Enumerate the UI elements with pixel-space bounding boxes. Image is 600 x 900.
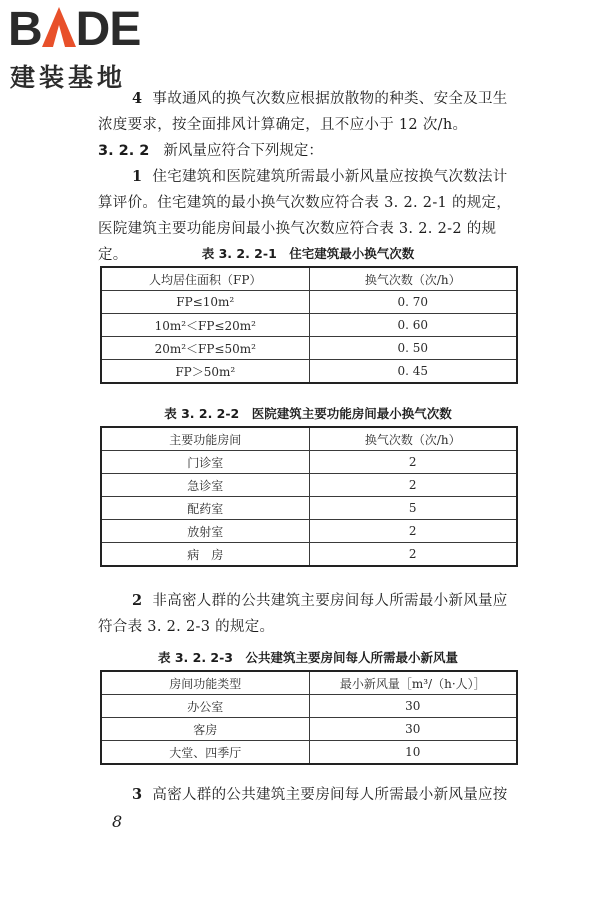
table-row [101,718,517,741]
table-cell: 配药室 [101,497,309,520]
table-cell: 0. 70 [309,291,517,314]
table-cell: 30 [309,718,517,741]
table-cell: 0. 50 [309,337,517,360]
table-header-row [101,267,517,291]
section-3-2-2-heading [98,138,323,164]
table-row [101,695,517,718]
table-cell: 放射室 [101,520,309,543]
table-public-fresh-air [100,670,518,765]
clause-number: 2 [132,592,143,609]
table-cell: 5 [309,497,517,520]
table-cell: 客房 [101,718,309,741]
clause-number: 1 [132,168,143,185]
table-cell: 2 [309,520,517,543]
table-cell: 10 [309,741,517,765]
logo-triangle-icon [42,7,76,47]
clause-text: 高密人群的公共建筑主要房间每人所需最小新风量应按 [152,787,508,803]
clause-2-paragraph [98,588,518,640]
header-cell: 换气次数（次/h） [309,267,517,291]
clause-3-paragraph [98,782,518,808]
table-header-row [101,427,517,451]
table-cell: 0. 60 [309,314,517,337]
table-cell: 2 [309,451,517,474]
clause-number: 4 [132,90,143,107]
header-cell: 人均居住面积（FP） [101,267,309,291]
clause-text: 非高密人群的公共建筑主要房间每人所需最小新风量应符合表 3. 2. 2-3 的规定。 [98,593,508,635]
table-row [101,497,517,520]
clause-text: 住宅建筑和医院建筑所需最小新风量应按换气次数法计算评价。住宅建筑的最小换气次数应符合表 3. 2. 2-1 的规定，医院建筑主要功能房间最小换气次数应符合表 3. 2. 2-2 的规定。 [98,169,512,263]
table-row [101,520,517,543]
table-cell: 办公室 [101,695,309,718]
table-row [101,741,517,765]
table-cell: FP＞50m² [101,360,309,384]
table-row [101,291,517,314]
table-cell: 0. 45 [309,360,517,384]
table-row [101,360,517,384]
table-cell: 2 [309,543,517,567]
table-cell: 门诊室 [101,451,309,474]
header-cell: 房间功能类型 [101,671,309,695]
logo-wordmark: B DE [8,3,141,56]
table-header-row [101,671,517,695]
clause-4-paragraph [98,86,518,138]
header-cell: 换气次数（次/h） [309,427,517,451]
table-cell: 30 [309,695,517,718]
table-cell: 大堂、四季厅 [101,741,309,765]
section-text: 新风量应符合下列规定： [163,143,323,159]
table-row [101,451,517,474]
header-cell: 主要功能房间 [101,427,309,451]
table-cell: FP≤10m² [101,291,309,314]
section-number: 3. 2. 2 [98,143,150,159]
table-row [101,337,517,360]
table-cell: 2 [309,474,517,497]
table-cell: 急诊室 [101,474,309,497]
logo-subtitle: 建装基地 [10,63,127,92]
table-3-caption: 表 3. 2. 2-3 公共建筑主要房间每人所需最小新风量 [157,650,459,665]
table-cell: 10m²＜FP≤20m² [101,314,309,337]
header-cell: 最小新风量［m³/（h·人）］ [309,671,517,695]
table-cell: 20m²＜FP≤50m² [101,337,309,360]
table-hospital-air-changes [100,426,518,567]
table-1-caption: 表 3. 2. 2-1 住宅建筑最小换气次数 [201,246,415,261]
brand-logo [8,4,178,94]
table-cell: 病 房 [101,543,309,567]
clause-number: 3 [132,786,143,803]
table-row [101,474,517,497]
clause-text: 事故通风的换气次数应根据放散物的种类、安全及卫生浓度要求，按全面排风计算确定，且不应小于 12 次/h。 [98,91,508,133]
table-row [101,543,517,567]
table-row [101,314,517,337]
table-residential-air-changes [100,266,518,384]
page-number: 8 [112,812,123,831]
table-2-caption: 表 3. 2. 2-2 医院建筑主要功能房间最小换气次数 [164,406,452,421]
